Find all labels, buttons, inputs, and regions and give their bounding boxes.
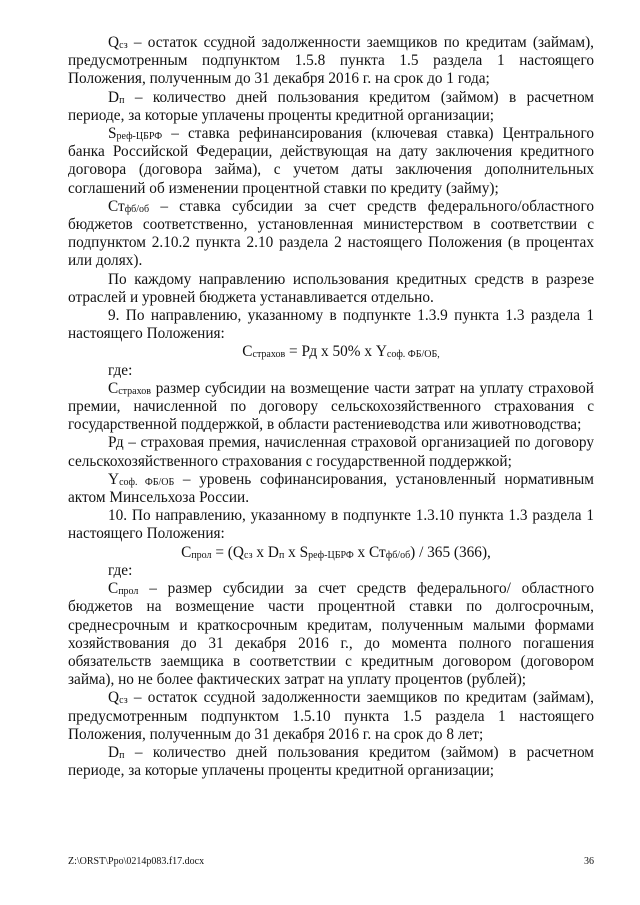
paragraph-st-definition: $Ст_{фб/об}$ – ставка субсидии за счет средств федерального/областного бюджетов соответственно, установленная министерством в соответствии с подпунктом 2.10.2 пункта 2.10 раздела 2 настоящего Положения (в процентах или долях). xyxy=(68,197,594,270)
paragraph-item-10: 10. По направлению, указанному в подпункте 1.3.10 пункта 1.3 раздела 1 настоящего Положения: xyxy=(68,507,594,543)
paragraph-qsz-definition: $Q_{сз}$ – остаток ссудной задолженности заемщиков по кредитам (займам), предусмотренным подпунктом 1.5.8 пункта 1.5 раздела 1 настоящего Положения, полученным до 31 декабря 2016 г. на срок до 1 года; xyxy=(68,34,594,88)
paragraph-item-9: 9. По направлению, указанному в подпункте 1.3.9 пункта 1.3 раздела 1 настоящего Положения: xyxy=(68,307,594,343)
paragraph-qsz-definition-2: $Q_{сз}$ – остаток ссудной задолженности заемщиков по кредитам (займам), предусмотренным подпунктом 1.5.10 пункта 1.5 раздела 1 настоящего Положения, полученным до 31 декабря 2016 г. на срок до 8 лет; xyxy=(68,689,594,743)
file-path: Z:\ORST\Ppo\0214p083.f17.docx xyxy=(68,856,205,867)
where-label: где: xyxy=(108,561,133,579)
paragraph-rd-definition: Рд – страховая премия, начисленная страховой организацией по договору сельскохозяйственного страхования с государственной поддержкой; xyxy=(68,434,594,470)
where-label: где: xyxy=(108,361,133,379)
page-number: 36 xyxy=(584,856,594,867)
document-body xyxy=(68,34,594,780)
formula-interest-subsidy: $С_{прол} = (Q_{сз}$ х $D_п$ х $S_{реф-ЦБРФ}$ х $Ст_{фб/об}) / 365$ (366), xyxy=(181,543,491,561)
paragraph-dp-definition: $D_п$ – количество дней пользования кредитом (займом) в расчетном периоде, за которые уплачены проценты кредитной организации; xyxy=(68,88,594,124)
paragraph-c-prol-definition: $С_{прол}$ – размер субсидии за счет средств федерального/ областного бюджетов на возмещение части процентной ставки по долгосрочным, среднесрочным и краткосрочным кредитам, полученным малыми формами хозяйствования до 31 декабря 2016 г., до момента полного погашения обязательств заемщика в соответствии с кредитным договором (договором займа), но не более фактических затрат на уплату процентов (рублей); xyxy=(68,580,594,689)
paragraph-dp-definition-2: $D_п$ – количество дней пользования кредитом (займом) в расчетном периоде, за которые уплачены проценты кредитной организации; xyxy=(68,743,594,780)
paragraph-budget-note: По каждому направлению использования кредитных средств в разрезе отраслей и уровней бюджета устанавливается отдельно. xyxy=(68,270,594,306)
paragraph-sref-definition: $S_{реф-ЦБРФ}$ – ставка рефинансирования (ключевая ставка) Центрального банка Российской Федерации, действующая на дату заключения кредитного договора (договора займа), с учетом даты заключения дополнительных соглашений об изменении процентной ставки по кредиту (займу); xyxy=(68,125,594,197)
paragraph-y-definition: $Y_{соф. ФБ/ОБ}$ – уровень софинансирования, установленный нормативным актом Минсельхоза России. xyxy=(68,470,594,507)
paragraph-c-strakhov-definition: $С_{страхов}$ размер субсидии на возмещение части затрат на уплату страховой премии, начисленной по договору сельскохозяйственного страхования с государственной поддержкой, в области растениеводства или животноводства; xyxy=(68,379,594,434)
formula-insurance-subsidy: $С_{страхов}$ = Рд х 50% х $Y_{соф. ФБ/ОБ,}$ xyxy=(242,343,440,361)
